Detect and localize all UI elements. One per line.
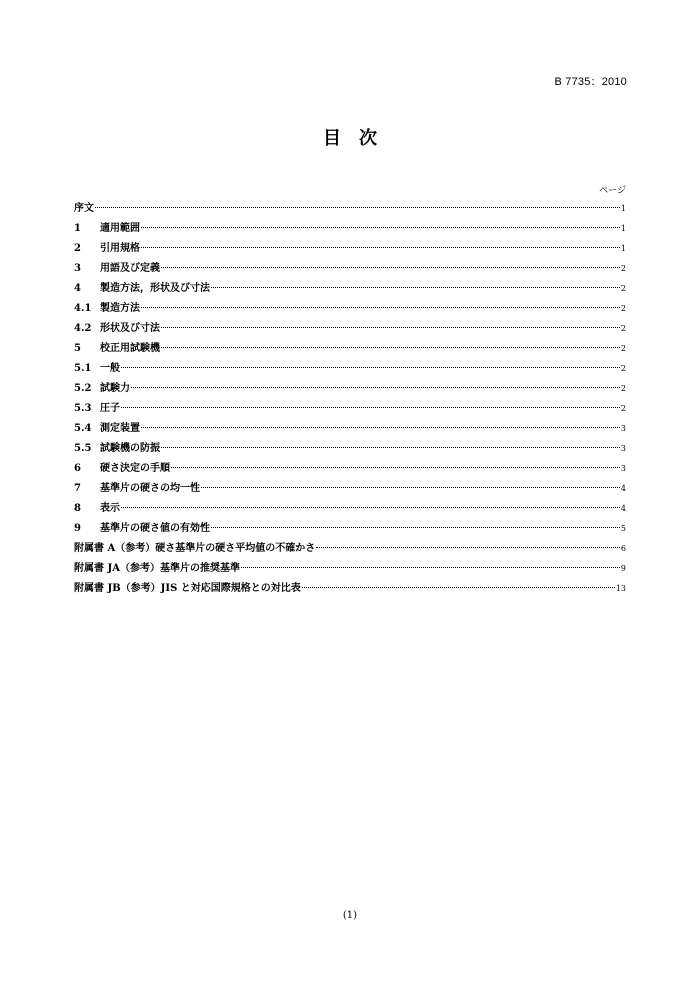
- page-number: (1): [342, 910, 358, 921]
- toc-entry[interactable]: [74, 419, 626, 439]
- toc-entry[interactable]: [74, 319, 626, 339]
- toc-dot-leader: [171, 467, 620, 468]
- toc-dot-leader: [302, 587, 615, 588]
- toc-entry-title: 基準片の硬さの均一性: [100, 483, 200, 494]
- toc-entry-number: 1: [74, 223, 81, 234]
- toc-dot-leader: [316, 547, 620, 548]
- toc-entry-page: 1: [620, 224, 626, 233]
- toc-entry[interactable]: [74, 299, 626, 319]
- toc-dot-leader: [121, 407, 620, 408]
- toc-entry-page: 2: [620, 304, 626, 313]
- toc-entry-page: 5: [620, 524, 626, 533]
- toc-entry-number: 3: [74, 263, 81, 274]
- toc-dot-leader: [211, 287, 620, 288]
- toc-dot-leader: [141, 307, 620, 308]
- toc-entry-title: 附属書 A（参考）硬さ基準片の硬さ平均値の不確かさ: [74, 543, 316, 554]
- toc-entry[interactable]: [74, 259, 626, 279]
- toc-entry-page: 2: [620, 264, 626, 273]
- toc-entry[interactable]: [74, 519, 626, 539]
- toc-entry-number: 5.2: [74, 383, 92, 394]
- toc-entry-title: 形状及び寸法: [100, 323, 160, 334]
- toc-entry-page: 4: [620, 504, 626, 513]
- toc-dot-leader: [131, 387, 620, 388]
- toc-entry-number: 4.2: [74, 323, 92, 334]
- toc-entry-page: 2: [620, 324, 626, 333]
- toc-entry-page: 4: [620, 484, 626, 493]
- toc-dot-leader: [141, 427, 620, 428]
- toc-dot-leader: [121, 367, 620, 368]
- toc-entry-number: 4: [74, 283, 81, 294]
- toc-entry-title: 測定装置: [100, 423, 140, 434]
- page-column-label: ページ: [599, 186, 626, 196]
- toc-entry-number: 5.4: [74, 423, 92, 434]
- toc-dot-leader: [121, 507, 620, 508]
- toc-dot-leader: [211, 527, 620, 528]
- toc-title: 目 次: [323, 128, 377, 149]
- toc-entry[interactable]: [74, 379, 626, 399]
- toc-entry[interactable]: [74, 339, 626, 359]
- toc-entry[interactable]: [74, 579, 626, 599]
- toc-entry-title: 引用規格: [100, 243, 140, 254]
- toc-entry[interactable]: [74, 359, 626, 379]
- toc-entry-page: 2: [620, 284, 626, 293]
- toc-entry-page: 2: [620, 404, 626, 413]
- toc-entry-title: 製造方法: [100, 303, 140, 314]
- toc-entry-number: 5.1: [74, 363, 92, 374]
- toc-entry[interactable]: [74, 499, 626, 519]
- toc-entry-number: 5: [74, 343, 81, 354]
- toc-entry-number: 7: [74, 483, 81, 494]
- toc-entry-title: 適用範囲: [100, 223, 140, 234]
- toc-entry-number: 4.1: [74, 303, 92, 314]
- toc-dot-leader: [201, 487, 620, 488]
- toc-dot-leader: [241, 567, 620, 568]
- toc-entry-page: 3: [620, 424, 626, 433]
- toc-entry-title: 硬さ決定の手順: [100, 463, 170, 474]
- toc-entry-page: 9: [620, 564, 626, 573]
- toc-dot-leader: [141, 247, 620, 248]
- toc-entry-title: 圧子: [100, 403, 120, 414]
- toc-entry[interactable]: [74, 239, 626, 259]
- toc-entry-page: 2: [620, 344, 626, 353]
- toc-entry-title: 試験力: [100, 383, 130, 394]
- toc-entry[interactable]: [74, 559, 626, 579]
- toc-dot-leader: [161, 347, 620, 348]
- toc-entry-title: 一般: [100, 363, 120, 374]
- toc-entry-title: 試験機の防振: [100, 443, 160, 454]
- toc-dot-leader: [161, 327, 620, 328]
- toc-entry[interactable]: [74, 539, 626, 559]
- toc-entry[interactable]: [74, 479, 626, 499]
- toc-dot-leader: [141, 227, 620, 228]
- toc-entry-number: 5.3: [74, 403, 92, 414]
- toc-entry-page: 1: [620, 204, 626, 213]
- toc-entry-number: 9: [74, 523, 81, 534]
- toc-entry-number: 8: [74, 503, 81, 514]
- toc-entry[interactable]: [74, 279, 626, 299]
- toc-entry-page: 3: [620, 464, 626, 473]
- toc-entry-title: 序文: [74, 203, 94, 214]
- toc-dot-leader: [95, 207, 620, 208]
- toc-entry-title: 附属書 JB（参考）JIS と対応国際規格との対比表: [74, 583, 301, 594]
- toc-entry-page: 13: [615, 584, 626, 593]
- toc-entry-title: 製造方法，形状及び寸法: [100, 283, 210, 294]
- toc-entry-number: 2: [74, 243, 81, 254]
- toc-entry-title: 校正用試験機: [100, 343, 160, 354]
- toc-entry-page: 2: [620, 384, 626, 393]
- toc-entry-title: 附属書 JA（参考）基準片の推奨基準: [74, 563, 240, 574]
- toc-entry[interactable]: [74, 459, 626, 479]
- toc-entry-title: 表示: [100, 503, 120, 514]
- toc-entry-title: 用語及び定義: [100, 263, 160, 274]
- toc-entry-page: 2: [620, 364, 626, 373]
- toc-entry[interactable]: [74, 219, 626, 239]
- toc-entry[interactable]: [74, 399, 626, 419]
- document-code: B 7735：2010: [554, 76, 627, 88]
- toc-entry-page: 3: [620, 444, 626, 453]
- table-of-contents: [74, 199, 626, 599]
- toc-entry-page: 1: [620, 244, 626, 253]
- toc-entry-page: 6: [620, 544, 626, 553]
- toc-entry-title: 基準片の硬さ値の有効性: [100, 523, 210, 534]
- toc-entry-number: 6: [74, 463, 81, 474]
- toc-dot-leader: [161, 447, 620, 448]
- toc-entry[interactable]: [74, 439, 626, 459]
- toc-entry[interactable]: [74, 199, 626, 219]
- toc-dot-leader: [161, 267, 620, 268]
- toc-entry-number: 5.5: [74, 443, 92, 454]
